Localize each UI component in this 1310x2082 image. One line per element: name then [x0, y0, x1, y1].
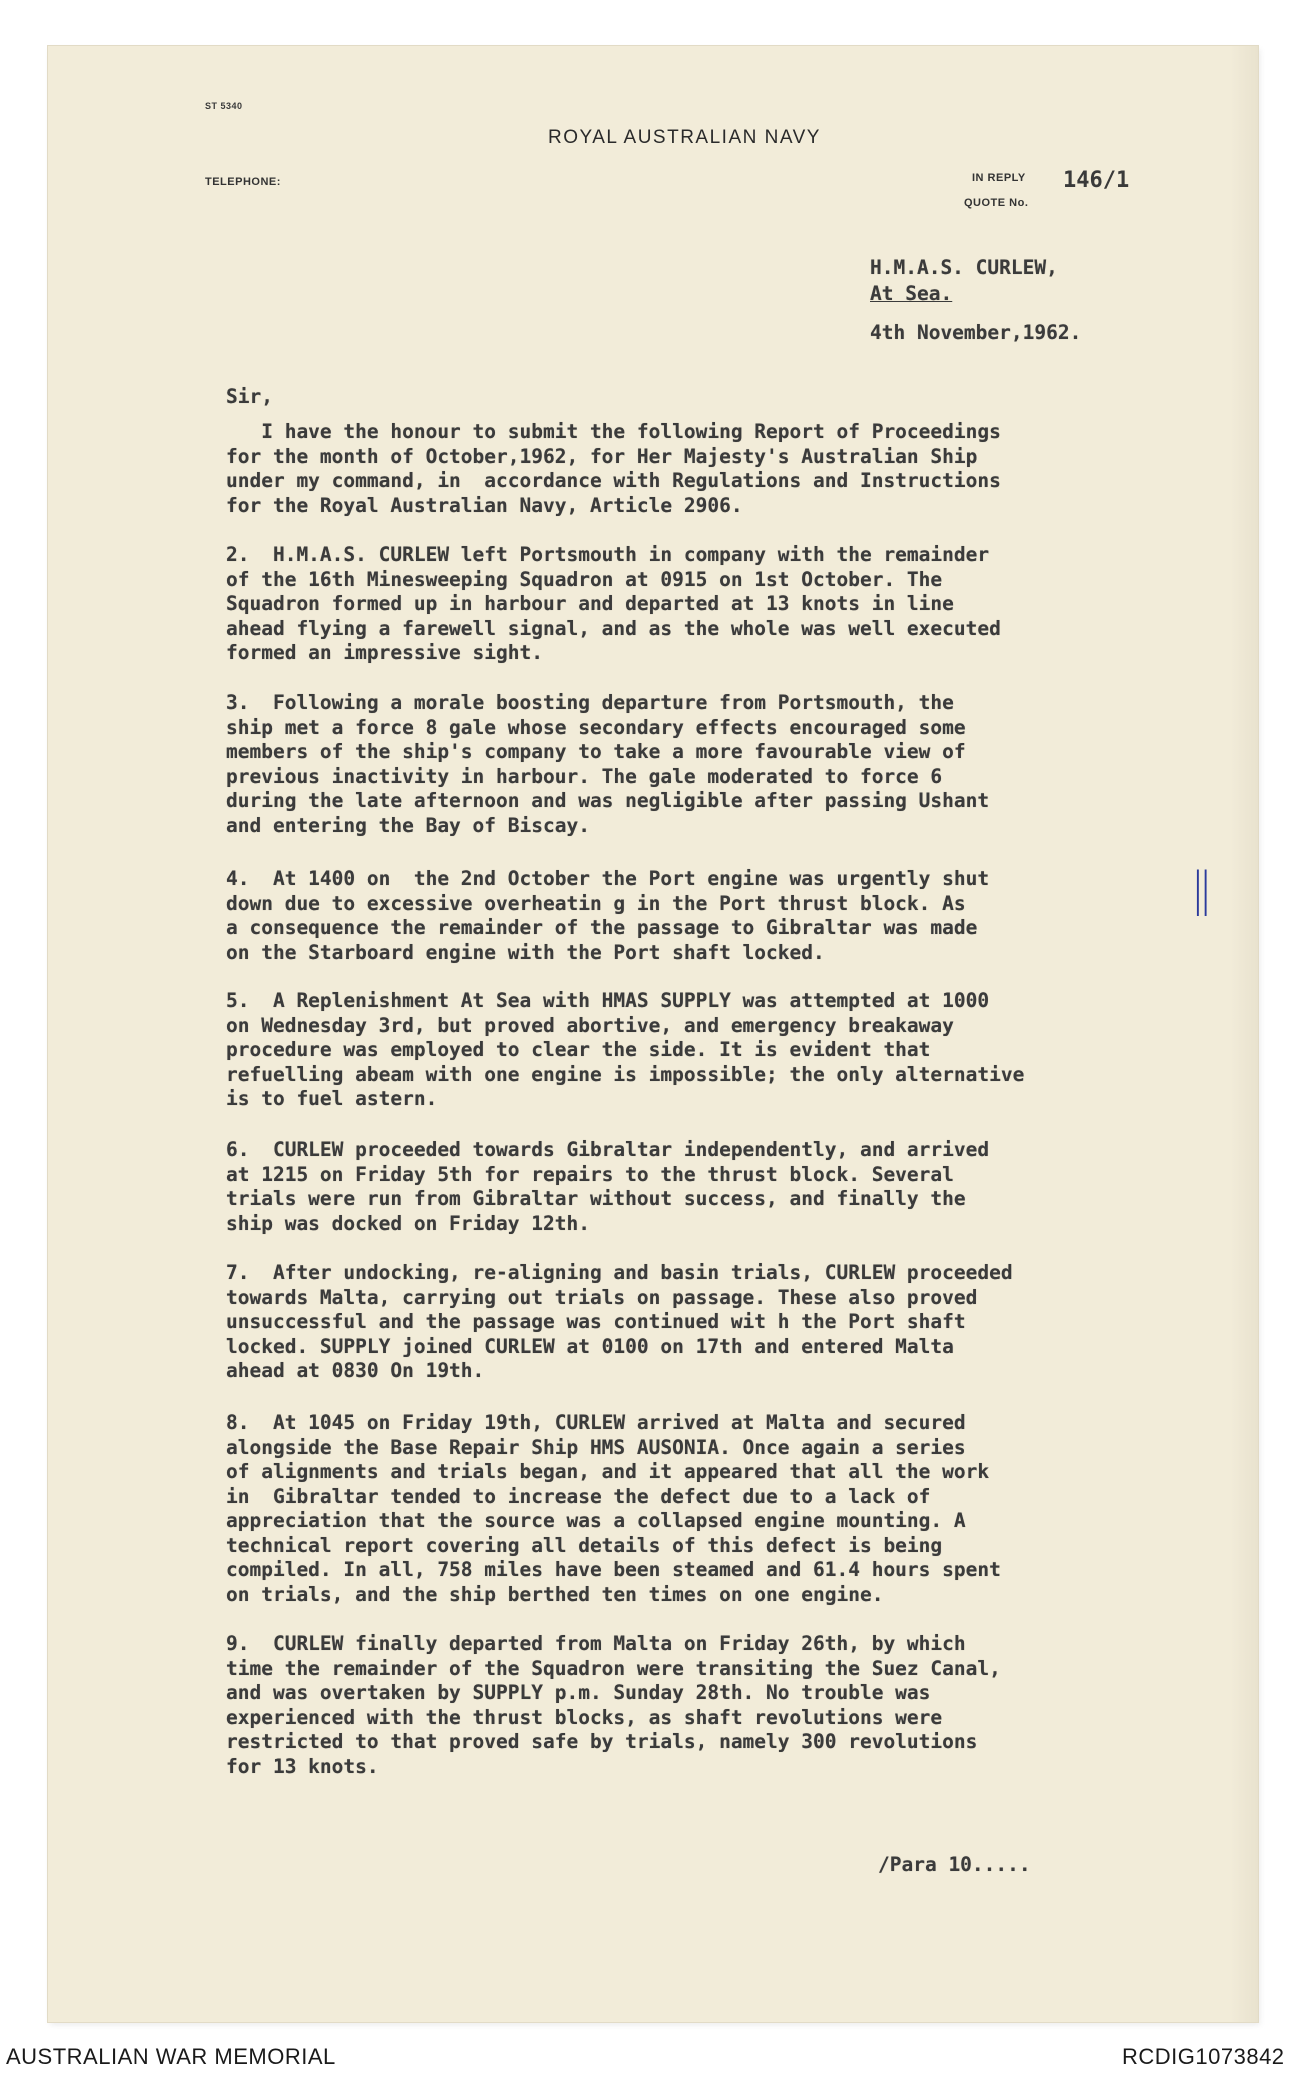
paragraph-6: 6. CURLEW proceeded towards Gibraltar independently, and arrived at 1215 on Friday 5th for repairs to the thrust block. Several trials were run from Gibraltar without success, and finally the ship was docked on Friday 12th.	[226, 1138, 990, 1235]
paragraph-9: 9. CURLEW finally departed from Malta on Friday 26th, by which time the remainder of the Squadron were transiting the Suez Canal, and was overtaken by SUPPLY p.m. Sunday 28th. No trouble was experienced with the thrust blocks, as shaft revolutions were restricted to that proved safe by trials, namely 300 revolutions for 13 knots.	[226, 1632, 1001, 1778]
paragraph-8: 8. At 1045 on Friday 19th, CURLEW arrived at Malta and secured alongside the Base Repair Ship HMS AUSONIA. Once again a series of alignments and trials began, and it appeared that all the work in Gibraltar tended to increase the defect due to a lack of appreciation that the source was a collapsed engine mounting. A technical report covering all details of this defect is being compiled. In all, 758 miles have been steamed and 61.4 hours spent on trials, and the ship berthed ten times on one engine.	[226, 1411, 1001, 1606]
paragraph-5: 5. A Replenishment At Sea with HMAS SUPPLY was attempted at 1000 on Wednesday 3rd, but proved abortive, and emergency breakaway procedure was employed to clear the side. It is evident that refuelling abeam with one engine is impossible; the only alternative is to fuel astern.	[226, 989, 1025, 1110]
paragraph-1: I have the honour to submit the following Report of Proceedings for the month of October,1962, for Her Majesty's Australian Ship under my command, in accordance with Regulations and Instructions for the Royal Australian Navy, Article 2906.	[226, 420, 1001, 517]
paragraph-2: 2. H.M.A.S. CURLEW left Portsmouth in company with the remainder of the 16th Minesweeping Squadron at 0915 on 1st October. The Squadron formed up in harbour and departed at 13 knots in line ahead flying a farewell signal, and as the whole was well executed formed an impressive sight.	[226, 543, 1001, 664]
paragraph-3: 3. Following a morale boosting departure from Portsmouth, the ship met a force 8 gale whose secondary effects encouraged some members of the ship's company to take a more favourable view of previous inactivity in harbour. The gale moderated to force 6 during the late afternoon and was negligible after passing Ushant and entering the Bay of Biscay.	[226, 691, 990, 837]
form-code: ST 5340	[205, 101, 243, 111]
reference-number: 146/1	[1063, 168, 1130, 193]
paragraph-7: 7. After undocking, re-aligning and basin trials, CURLEW proceeded towards Malta, carrying out trials on passage. These also proved unsuccessful and the passage was continued wit h the Port shaft locked. SUPPLY joined CURLEW at 0100 on 17th and entered Malta ahead at 0830 On 19th.	[226, 1261, 1013, 1382]
footer-identifier: RCDIG1073842	[1122, 2044, 1285, 2069]
in-reply-label: IN REPLY	[972, 172, 1026, 184]
ship-name: H.M.A.S. CURLEW,	[870, 256, 1058, 279]
salutation: Sir,	[226, 385, 273, 408]
continuation-note: /Para 10.....	[878, 1853, 1031, 1876]
quote-no-label: QUOTE No.	[964, 197, 1029, 209]
letter-date: 4th November,1962.	[870, 321, 1082, 344]
letterhead-title: ROYAL AUSTRALIAN NAVY	[548, 127, 821, 148]
telephone-label: TELEPHONE:	[205, 176, 281, 188]
location: At Sea.	[870, 282, 953, 305]
margin-annotation: ||	[1194, 862, 1210, 916]
footer-source: AUSTRALIAN WAR MEMORIAL	[6, 2044, 336, 2069]
paragraph-4: 4. At 1400 on the 2nd October the Port engine was urgently shut down due to excessive overheatin g in the Port thrust block. As a consequence the remainder of the passage to Gibraltar was made on the Starboard engine with the Port shaft locked.	[226, 867, 990, 964]
